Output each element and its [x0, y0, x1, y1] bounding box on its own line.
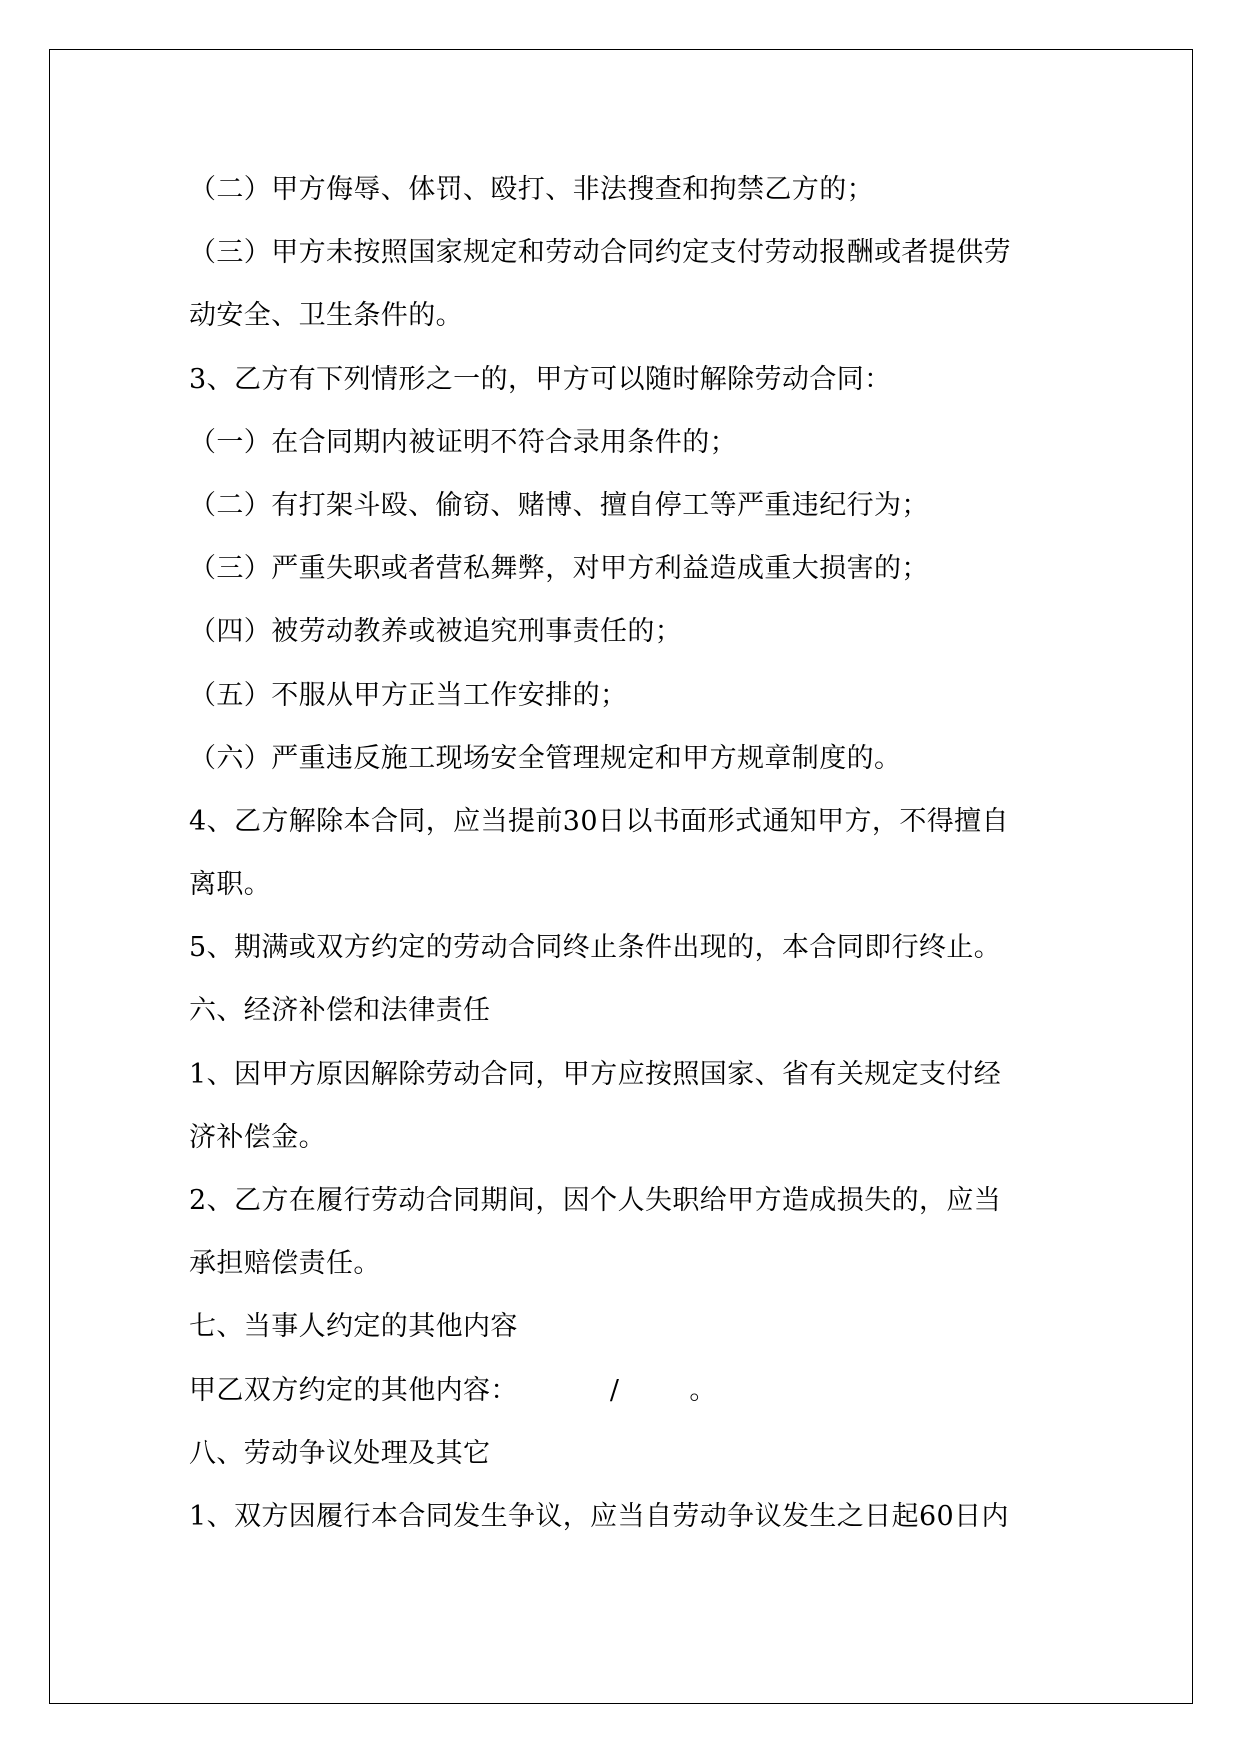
clause-line: （二）有打架斗殴、偷窃、赌博、擅自停工等严重违纪行为； — [189, 489, 929, 521]
clause-line: （六）严重违反施工现场安全管理规定和甲方规章制度的。 — [189, 742, 902, 774]
clause-line: 承担赔偿责任。 — [189, 1248, 381, 1280]
other-content-line — [189, 1359, 1069, 1422]
clause-line: （五）不服从甲方正当工作安排的； — [189, 679, 628, 711]
clause-line: 1、双方因履行本合同发生争议，应当自劳动争议发生之日起60日内 — [189, 1500, 1009, 1532]
clause-line: 离职。 — [189, 869, 272, 901]
clause-line: 5、期满或双方约定的劳动合同终止条件出现的，本合同即行终止。 — [189, 932, 1002, 964]
clause-line: 3、乙方有下列情形之一的，甲方可以随时解除劳动合同： — [189, 363, 892, 395]
other-content-end: 。 — [689, 1374, 717, 1406]
clause-line: 4、乙方解除本合同，应当提前30日以书面形式通知甲方，不得擅自 — [189, 805, 1009, 837]
clause-line: （二）甲方侮辱、体罚、殴打、非法搜查和拘禁乙方的； — [189, 174, 874, 205]
section-heading: 八、劳动争议处理及其它 — [189, 1437, 491, 1469]
clause-line: （一）在合同期内被证明不符合录用条件的； — [189, 426, 737, 458]
clause-line: 动安全、卫生条件的。 — [189, 300, 463, 332]
clause-line: （四）被劳动教养或被追究刑事责任的； — [189, 616, 683, 648]
other-content-label: 甲乙双方约定的其他内容： — [189, 1374, 518, 1406]
section-heading: 七、当事人约定的其他内容 — [189, 1311, 518, 1343]
contract-text — [189, 158, 1069, 1548]
clause-line: （三）严重失职或者营私舞弊，对甲方利益造成重大损害的； — [189, 553, 929, 585]
clause-line: 济补偿金。 — [189, 1121, 326, 1153]
clause-line: 2、乙方在履行劳动合同期间，因个人失职给甲方造成损失的，应当 — [189, 1185, 1002, 1216]
other-content-value: / — [609, 1374, 620, 1406]
clause-line: 1、因甲方原因解除劳动合同，甲方应按照国家、省有关规定支付经 — [189, 1058, 1002, 1090]
clause-line: （三）甲方未按照国家规定和劳动合同约定支付劳动报酬或者提供劳 — [189, 237, 1011, 269]
section-heading: 六、经济补偿和法律责任 — [189, 995, 491, 1027]
